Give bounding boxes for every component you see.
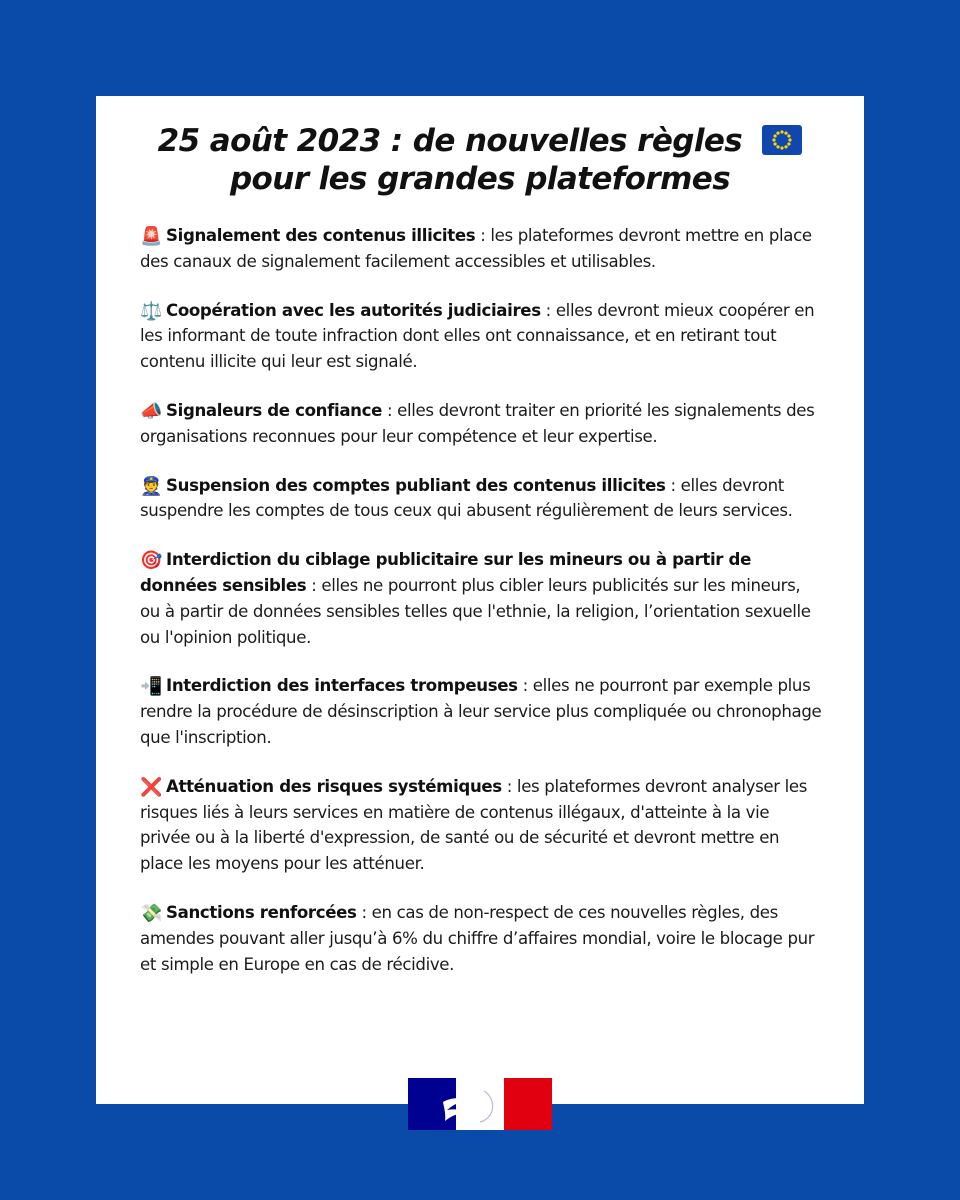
mobile-phone-arrow-icon: 📲 [140, 676, 163, 698]
item-heading: Interdiction des interfaces trompeuses [166, 676, 518, 696]
item-text: : les plateformes devront mettre en place des canaux de signalement facilement accessibles et utilisables. [140, 226, 812, 271]
cross-mark-icon: ❌ [140, 776, 163, 798]
list-item [140, 398, 824, 450]
item-text: : elles devront traiter en priorité les signalements des organisations reconnues pour leur compétence et leur expertise. [140, 400, 815, 446]
rotating-light-icon: 🚨 [140, 226, 163, 247]
police-officer-icon: 👮 [140, 475, 163, 497]
target-icon: 🎯 [140, 550, 163, 572]
item-heading: Sanctions renforcées [166, 902, 357, 922]
item-heading: Signalement des contenus illicites [166, 226, 476, 245]
list-item [140, 473, 824, 525]
item-text: : elles ne pourront par exemple plus rendre la procédure de désinscription à leur service plus compliquée ou chronophage que l'inscription. [140, 676, 822, 747]
item-text: : les plateformes devront analyser les risques liés à leurs services en matière de contenus illégaux, d'atteinte à la vie privée ou à la liberté d'expression, de santé ou de sécurité et devront mettre en place les moyens pour les atténuer. [140, 776, 808, 874]
eu-flag-icon [762, 125, 802, 155]
title-line-1-text: 25 août 2023 : de nouvelles règles [157, 123, 743, 159]
megaphone-icon: 📣 [140, 400, 163, 422]
list-item [140, 900, 824, 977]
item-heading: Atténuation des risques systémiques [166, 776, 502, 796]
list-item [140, 774, 824, 877]
list-item [140, 673, 824, 750]
item-heading: Suspension des comptes publiant des contenus illicites [166, 475, 666, 495]
item-heading: Interdiction du ciblage publicitaire sur les mineurs ou à partir de données sensibles [140, 550, 751, 595]
list-item [140, 223, 824, 275]
title-line-2: pour les grandes plateformes [229, 161, 731, 197]
item-heading: Signaleurs de confiance [166, 400, 383, 420]
french-republic-marianne-logo [408, 1078, 552, 1130]
item-heading: Coopération avec les autorités judiciaires [166, 300, 541, 320]
item-text: : elles ne pourront plus cibler leurs publicités sur les mineurs, ou à partir de données sensibles telles que l'ethnie, la religion, l’orientation sexuelle ou l'opinion politique. [140, 575, 811, 647]
money-with-wings-icon: 💸 [140, 902, 163, 924]
title-line-1 [136, 122, 824, 160]
page-title [136, 122, 824, 198]
rules-list [140, 223, 824, 1000]
list-item [140, 547, 824, 650]
item-text: : elles devront mieux coopérer en les informant de toute infraction dont elles ont connaissance, et en retirant tout contenu illicite qui leur est signalé. [140, 300, 815, 372]
balance-scale-icon: ⚖️ [140, 300, 163, 322]
list-item [140, 298, 824, 375]
item-text: : en cas de non-respect de ces nouvelles règles, des amendes pouvant aller jusqu’à 6% du chiffre d’affaires mondial, voire le blocage pur et simple en Europe en cas de récidive. [140, 902, 815, 974]
content-card [96, 96, 864, 1104]
item-text: : elles devront suspendre les comptes de tous ceux qui abusent régulièrement de leurs services. [140, 475, 793, 521]
